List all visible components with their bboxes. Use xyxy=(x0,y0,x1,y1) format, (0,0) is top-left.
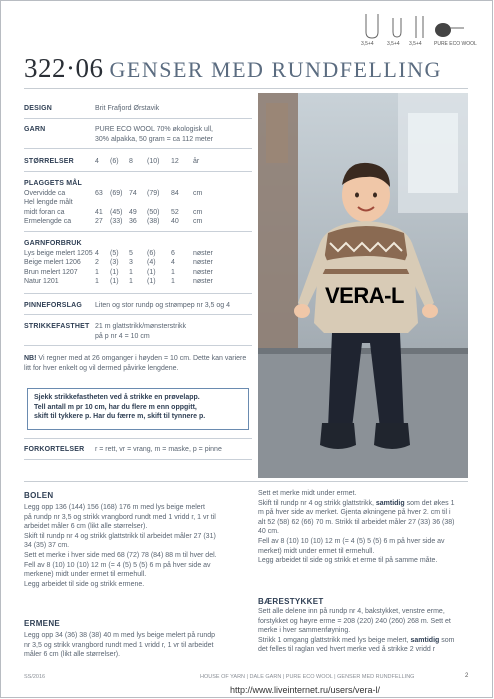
text-line: Fell av 8 (10) 10 (10) 12 m (= 4 (5) 5 (5) 6 m på hver side av xyxy=(258,537,445,545)
value-cell: (1) xyxy=(147,268,156,276)
value-cell: nøster xyxy=(193,278,213,285)
text-span: som det økes 1 xyxy=(404,499,455,507)
text-line: merke i hver sammenføyning. xyxy=(258,627,351,635)
page-title xyxy=(24,53,442,84)
text-span: Skift til rundp nr 4 og strikk glattstrikk, xyxy=(258,499,376,507)
value-cell: nøster xyxy=(193,259,213,266)
value-cell: nøster xyxy=(193,249,213,257)
value-cell: 63 xyxy=(95,189,103,197)
value-cell: 2 xyxy=(95,259,99,266)
garn-label: GARN xyxy=(24,126,46,133)
sizes-label: STØRRELSER xyxy=(24,158,74,165)
row-values xyxy=(95,209,202,216)
text-line xyxy=(258,499,470,509)
source-url[interactable]: http://www.liveinternet.ru/users/vera-l/ xyxy=(230,685,381,695)
size-cell: 12 xyxy=(171,158,179,165)
value-cell: 1 xyxy=(171,268,175,276)
abbreviations-label: FORKORTELSER xyxy=(24,446,85,453)
note-text: Vi regner med at 26 omganger i høyden = 10 cm. Dette kan variere litt for hver enkelt og vil dermed påvirke lengdene. xyxy=(24,355,247,372)
text-line: på rundp nr 3,5 og strikk vrangbord rundt med 1 vridd r, 1 vr til xyxy=(24,513,216,521)
text-line: Sett alle delene inn på rundp nr 4, bakstykket, venstre erme, xyxy=(258,608,445,615)
text-line: Legg opp 34 (36) 38 (38) 40 m med lys beige melert på rundp xyxy=(24,632,216,639)
value-cell: (1) xyxy=(110,278,119,285)
erme-continued-text xyxy=(258,489,470,566)
yarn-usage-label: GARNFORBRUK xyxy=(24,240,82,247)
value-cell: 5 xyxy=(129,249,133,257)
divider xyxy=(24,293,252,294)
text-span: Strikk 1 omgang glattstrikk med lys beige melert, xyxy=(258,636,411,644)
text-line: 34 (35) 37 cm. xyxy=(24,542,70,550)
text-line: nr 3,5 og strikk vrangbord rundt med 1 vridd r, 1 vr til arbeidet xyxy=(24,641,214,649)
size-cell: år xyxy=(193,158,200,165)
baerestykket-text xyxy=(258,607,470,655)
value-cell: (33) xyxy=(110,218,123,225)
footer-credits: HOUSE OF YARN | DALE GARN | PURE ECO WOOL | GENSER MED RUNDFELLING xyxy=(200,674,415,680)
row-name: Hel lengde målt xyxy=(24,199,73,206)
design-value: Brit Frafjord Ørstavik xyxy=(95,105,160,112)
value-cell: 27 xyxy=(95,218,103,225)
measurements-label: PLAGGETS MÅL xyxy=(24,180,83,187)
sizes-row xyxy=(95,158,199,165)
value-cell: (1) xyxy=(110,268,119,276)
size-cell: 8 xyxy=(129,158,133,165)
row-name: Natur 1201 xyxy=(24,278,59,285)
abbreviations-value: r = rett, vr = vrang, m = maske, p = pinne xyxy=(95,446,222,453)
text-line: Sett et merke midt under ermet. xyxy=(258,490,357,497)
ermene-heading: ERMENE xyxy=(24,619,61,628)
value-cell: 36 xyxy=(129,218,137,225)
needles-label: PINNEFORSLAG xyxy=(24,302,83,309)
text-line: det felles til raglan ved hvert merke ved å strikke 2 vridd r xyxy=(258,646,436,654)
value-cell: 4 xyxy=(171,259,175,266)
gauge-check-box xyxy=(27,388,249,430)
divider xyxy=(24,314,252,315)
value-cell: 1 xyxy=(129,268,133,276)
row-values xyxy=(95,218,202,225)
value-cell: 41 xyxy=(95,208,103,216)
baerestykket-heading: BÆRESTYKKET xyxy=(258,597,324,606)
value-cell: 49 xyxy=(129,208,137,216)
size-cell: (10) xyxy=(147,158,160,165)
text-line: m på hver side av merket. Gjenta økningene på hver 2. cm til i xyxy=(258,509,451,517)
pattern-name: GENSER MED RUNDFELLING xyxy=(109,57,442,82)
bolen-heading: BOLEN xyxy=(24,491,54,500)
text-line: Skift til rundp nr 4 og strikk glattstrikk til arbeidet måler 27 (31) xyxy=(24,532,216,540)
bolen-text xyxy=(24,503,252,589)
needles-value: Liten og stor rundp og strømpep nr 3,5 og 4 xyxy=(95,302,231,309)
value-cell: cm xyxy=(193,218,203,225)
value-cell: (45) xyxy=(110,208,123,216)
row-values xyxy=(95,190,202,197)
value-cell: (79) xyxy=(147,189,160,197)
needle-yarn-icons xyxy=(360,10,470,42)
value-cell: 74 xyxy=(129,189,137,197)
row-name: Beige melert 1206 xyxy=(24,259,81,266)
text-line: merkene) midt under ermet til ermehull. xyxy=(24,571,147,579)
value-cell: (69) xyxy=(110,189,123,197)
gauge-line-2: på p nr 4 = 10 cm xyxy=(95,333,150,340)
size-cell: (6) xyxy=(110,158,119,165)
text-line xyxy=(258,636,470,646)
divider xyxy=(24,171,252,172)
row-name: midt foran ca xyxy=(24,208,65,216)
divider xyxy=(24,118,252,119)
divider xyxy=(24,148,252,149)
pattern-number: 322·06 xyxy=(24,53,104,83)
value-cell: 4 xyxy=(95,249,99,257)
box-line: skift til tykkere p. Har du færre m, skift til tynnere p. xyxy=(34,413,206,421)
needle-label-3: 3,5+4 xyxy=(409,41,422,47)
footer-season: SS/2016 xyxy=(24,674,46,680)
row-name: Ermelengde ca xyxy=(24,218,72,225)
text-line: Fell av 8 (10) 10 (10) 12 m (= 4 (5) 5 (5) 6 m på hver side av xyxy=(24,561,211,569)
value-cell: cm xyxy=(193,208,203,216)
size-cell: 4 xyxy=(95,158,99,165)
text-line: forstykket og høyre erme = 208 (220) 240 (260) 268 m. Sett et xyxy=(258,617,451,625)
garn-line-1: PURE ECO WOOL 70% økologisk ull, xyxy=(95,126,213,133)
value-cell: (1) xyxy=(147,278,156,285)
row-name: Lys beige melert 1205 xyxy=(24,249,93,257)
needle-icons xyxy=(360,10,477,50)
value-cell: 1 xyxy=(129,278,133,285)
box-line: Sjekk strikkefastheten ved å strikke en prøvelapp. xyxy=(34,394,200,401)
text-line: måler 6 cm (likt alle størrelser). xyxy=(24,651,121,659)
value-cell: 1 xyxy=(171,278,175,285)
text-line: Legg arbeidet til side og strikk et erme til på samme måte. xyxy=(258,557,438,565)
value-cell: (3) xyxy=(110,259,119,266)
row-values xyxy=(95,278,213,285)
text-line: 40 cm. xyxy=(258,528,280,536)
page-number: 2 xyxy=(465,673,469,679)
yarn-label: PURE ECO WOOL xyxy=(434,41,477,47)
value-cell: 52 xyxy=(171,208,179,216)
title-rule xyxy=(24,88,468,89)
needle-label-2: 3,5+4 xyxy=(387,41,400,47)
value-cell: (6) xyxy=(147,249,156,257)
row-name: Overvidde ca xyxy=(24,189,66,197)
text-line: Legg opp 136 (144) 156 (168) 176 m med lys beige melert xyxy=(24,504,205,511)
divider xyxy=(24,459,252,460)
design-label: DESIGN xyxy=(24,105,53,112)
row-values xyxy=(95,259,213,266)
value-cell: 6 xyxy=(171,249,175,257)
value-cell: (4) xyxy=(147,259,156,266)
value-cell: (5) xyxy=(110,249,119,257)
box-line: Tell antall m pr 10 cm, har du flere m enn oppgitt, xyxy=(34,403,197,411)
text-line: arbeidet måler 6 cm (likt alle størrelser). xyxy=(24,523,148,531)
needle-label-1: 3,5+4 xyxy=(361,41,374,47)
text-line: Legg arbeidet til side og strikk ermene. xyxy=(24,580,145,588)
value-cell: cm xyxy=(193,189,203,197)
value-cell: 84 xyxy=(171,189,179,197)
gauge-label: STRIKKEFASTHET xyxy=(24,323,90,330)
emphasis-text: samtidig xyxy=(410,636,440,644)
ermene-text xyxy=(24,631,252,660)
value-cell: (50) xyxy=(147,208,160,216)
value-cell: (38) xyxy=(147,218,160,225)
garn-line-2: 30% alpakka, 50 gram = ca 112 meter xyxy=(95,135,213,143)
gauge-line-1: 21 m glattstrikk/mønsterstrikk xyxy=(95,323,187,330)
text-line: merket) midt under ermet til ermehull. xyxy=(258,547,375,555)
text-line: alt 52 (58) 62 (66) 70 m. Strikk til arbeidet måler 27 (33) 36 (38) xyxy=(258,518,455,526)
gauge-note xyxy=(24,354,252,373)
row-values xyxy=(95,269,213,276)
section-rule xyxy=(24,481,468,482)
value-cell: 3 xyxy=(129,259,133,266)
note-prefix: NB! xyxy=(24,355,37,362)
value-cell: 1 xyxy=(95,268,99,276)
value-cell: 1 xyxy=(95,278,99,285)
divider xyxy=(24,231,252,232)
divider xyxy=(24,438,252,439)
watermark-text: VERA-L xyxy=(325,283,404,308)
value-cell: 40 xyxy=(171,218,179,225)
row-values xyxy=(95,250,213,257)
text-span: som xyxy=(439,636,455,644)
row-name: Brun melert 1207 xyxy=(24,268,78,276)
value-cell: nøster xyxy=(193,268,213,276)
emphasis-text: samtidig xyxy=(375,499,405,507)
divider xyxy=(24,345,252,346)
text-line: Sett et merke i hver side med 68 (72) 78 (84) 88 m til hver del. xyxy=(24,551,217,559)
